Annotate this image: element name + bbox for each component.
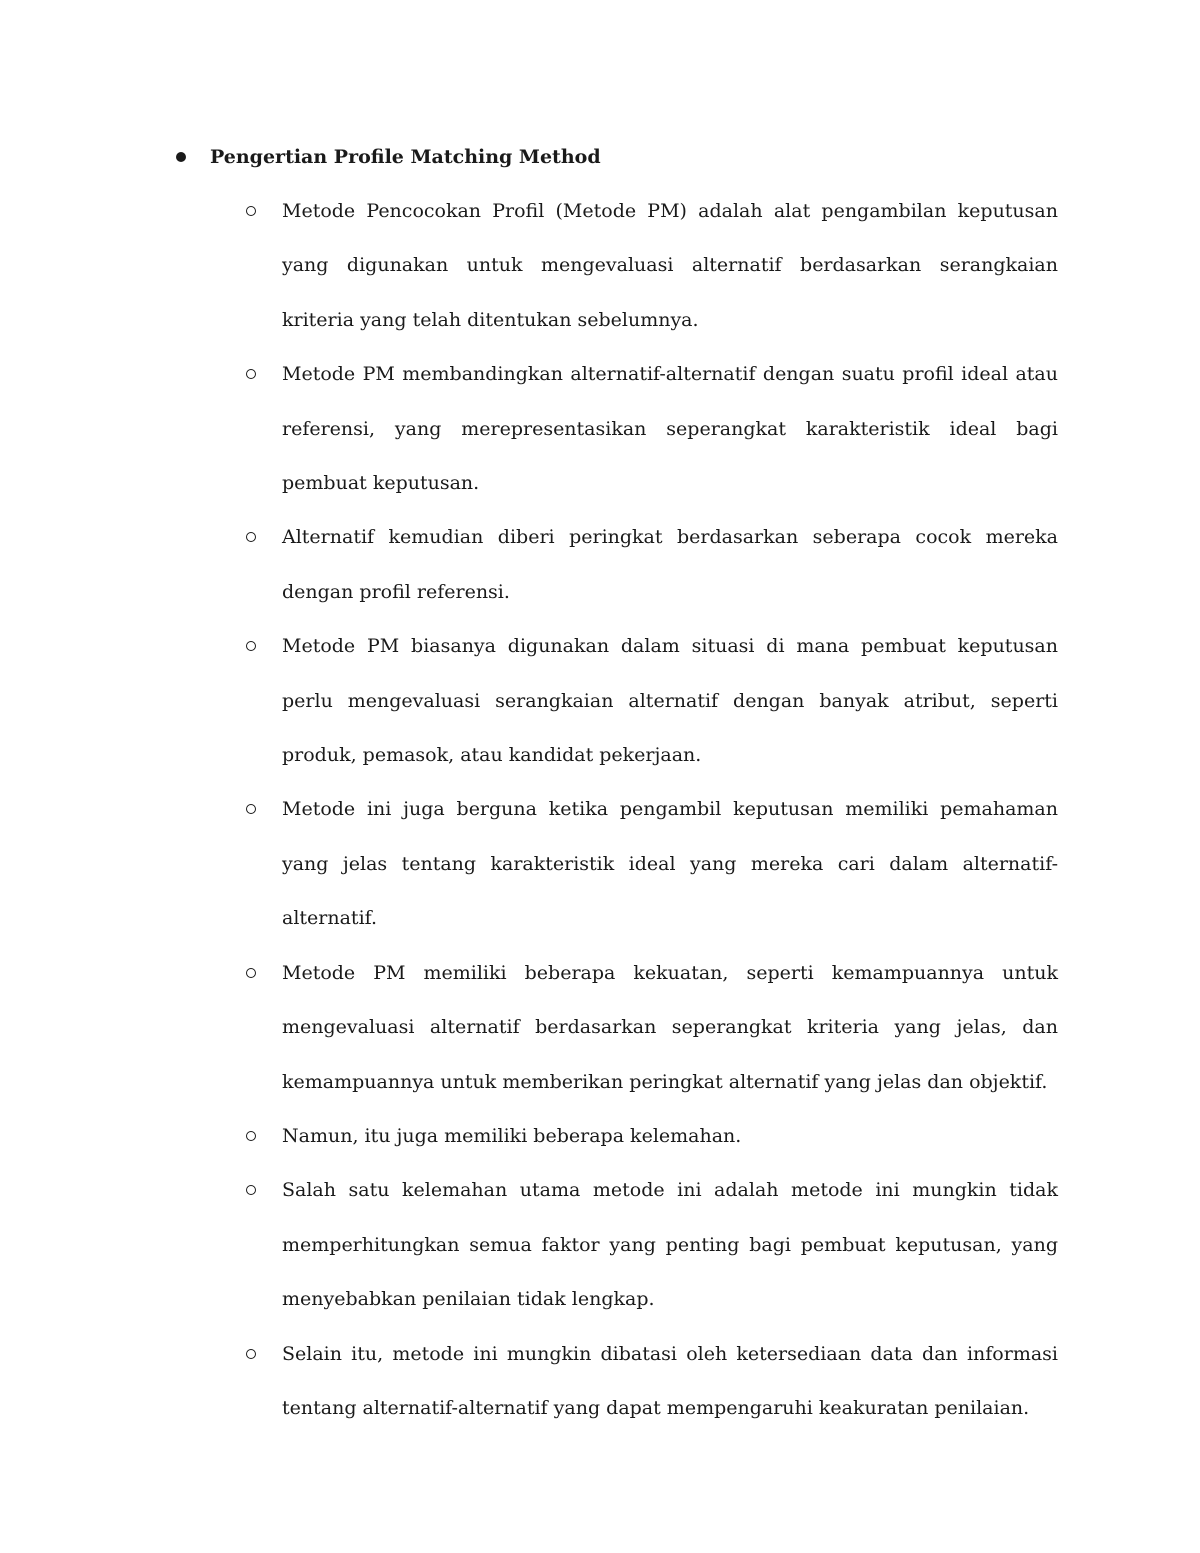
hollow-bullet-icon bbox=[246, 1185, 256, 1195]
list-item bbox=[246, 347, 1058, 510]
list-item bbox=[246, 1327, 1058, 1436]
list-item-text: Metode PM memiliki beberapa kekuatan, seperti kemampuannya untuk mengevaluasi alternatif berdasarkan seperangkat kriteria yang jelas, dan kemampuannya untuk memberikan peringkat alternatif yang jelas dan objektif. bbox=[282, 961, 1058, 1093]
list-item-text: Metode ini juga berguna ketika pengambil keputusan memiliki pemahaman yang jelas tentang karakteristik ideal yang mereka cari dalam alternatif-alternatif. bbox=[282, 798, 1058, 930]
list-item bbox=[246, 1109, 1058, 1163]
hollow-bullet-icon bbox=[246, 532, 256, 542]
list-item bbox=[246, 510, 1058, 619]
list-item-text: Alternatif kemudian diberi peringkat berdasarkan seberapa cocok mereka dengan profil referensi. bbox=[282, 526, 1058, 603]
list-item bbox=[246, 184, 1058, 347]
list-item bbox=[246, 946, 1058, 1109]
list-item-text: Metode Pencocokan Profil (Metode PM) adalah alat pengambilan keputusan yang digunakan untuk mengevaluasi alternatif berdasarkan serangkaian kriteria yang telah ditentukan sebelumnya. bbox=[282, 200, 1058, 331]
filled-bullet-icon bbox=[176, 152, 186, 162]
hollow-bullet-icon bbox=[246, 968, 256, 978]
list-item-text: Metode PM membandingkan alternatif-alternatif dengan suatu profil ideal atau referensi, yang merepresentasikan seperangkat karakteristik ideal bagi pembuat keputusan. bbox=[282, 363, 1058, 495]
list-item-text: Salah satu kelemahan utama metode ini adalah metode ini mungkin tidak memperhitungkan semua faktor yang penting bagi pembuat keputusan, yang menyebabkan penilaian tidak lengkap. bbox=[282, 1179, 1058, 1311]
hollow-bullet-icon bbox=[246, 369, 256, 379]
hollow-bullet-icon bbox=[246, 804, 256, 814]
list-item bbox=[246, 782, 1058, 945]
list-item-text: Selain itu, metode ini mungkin dibatasi oleh ketersediaan data dan informasi tentang alternatif-alternatif yang dapat mempengaruhi keakuratan penilaian. bbox=[282, 1342, 1058, 1419]
heading-list-item bbox=[176, 140, 601, 174]
list-item bbox=[246, 619, 1058, 782]
hollow-bullet-icon bbox=[246, 641, 256, 651]
list-item-text: Metode PM biasanya digunakan dalam situasi di mana pembuat keputusan perlu mengevaluasi serangkaian alternatif dengan banyak atribut, seperti produk, pemasok, atau kandidat pekerjaan. bbox=[282, 635, 1058, 767]
list-item bbox=[246, 1163, 1058, 1326]
section-heading: Pengertian Profile Matching Method bbox=[210, 146, 601, 168]
sub-bullet-list bbox=[246, 184, 1058, 1435]
hollow-bullet-icon bbox=[246, 1349, 256, 1359]
list-item-text: Namun, itu juga memiliki beberapa kelemahan. bbox=[282, 1124, 742, 1147]
hollow-bullet-icon bbox=[246, 1131, 256, 1141]
hollow-bullet-icon bbox=[246, 206, 256, 216]
